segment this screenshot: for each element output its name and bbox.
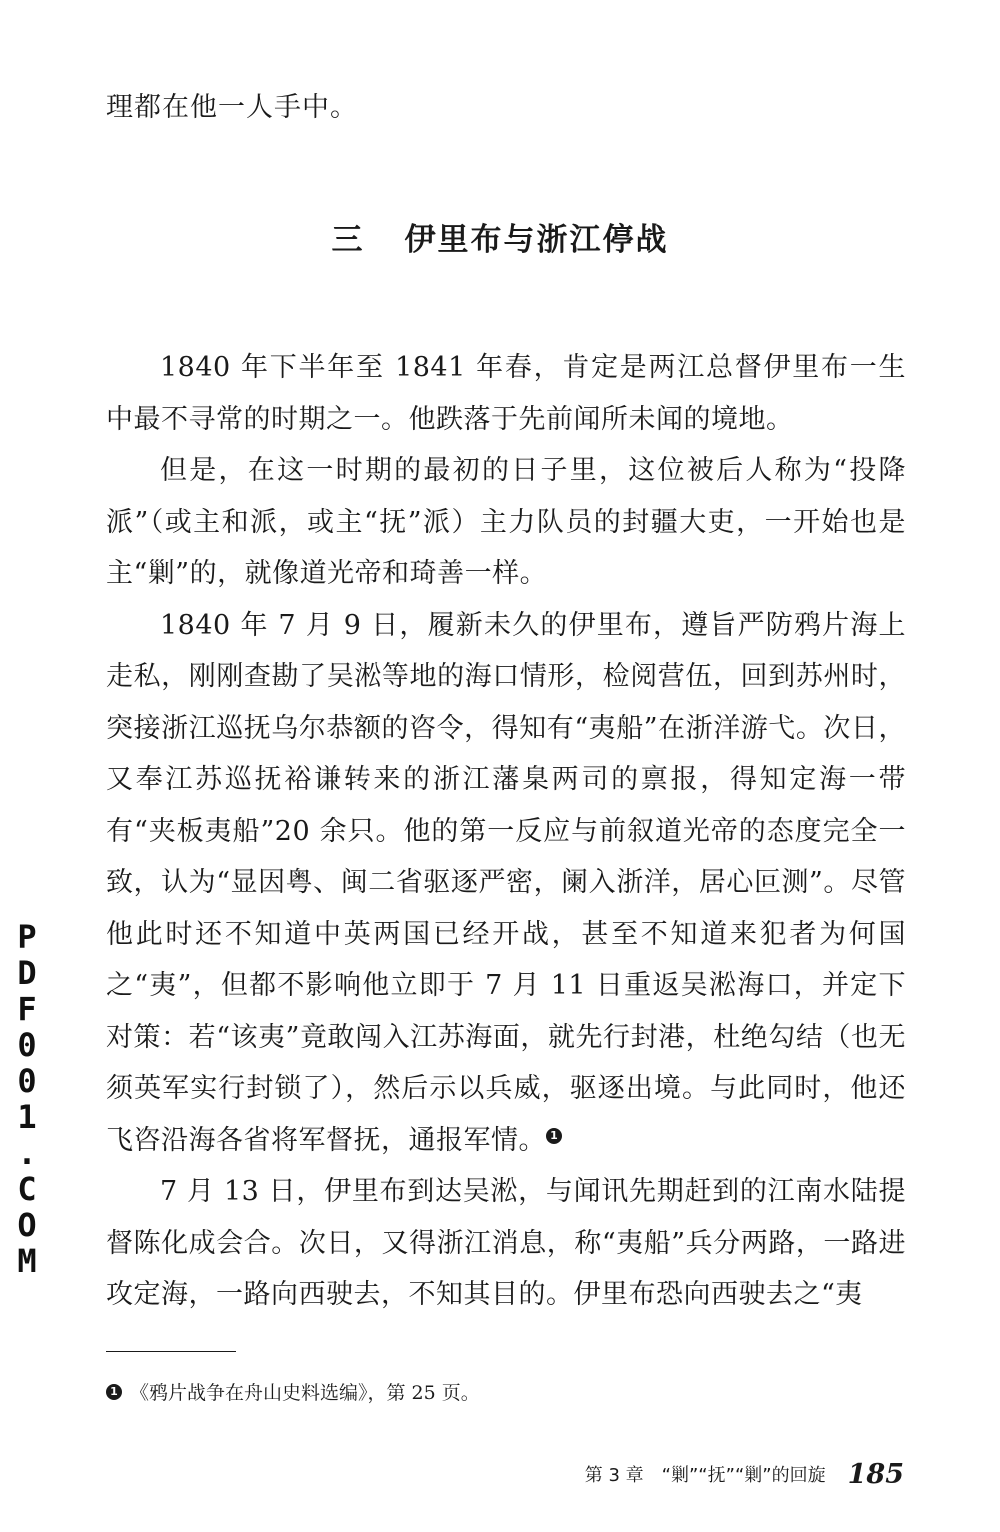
footnote: [106, 1378, 480, 1408]
paragraph: [106, 445, 906, 600]
lead-line: 理都在他一人手中。: [106, 92, 358, 123]
paragraph-text: 1840 年下半年至 1841 年春，肯定是两江总督伊里布一生中最不寻常的时期之一。他跌落于先前闻所未闻的境地。: [106, 352, 906, 435]
paragraph-text: 7 月 13 日，伊里布到达吴淞，与闻讯先期赶到的江南水陆提督陈化成会合。次日，又得浙江消息，称“夷船”兵分两路，一路进攻定海，一路向西驶去，不知其目的。伊里布恐向西驶去之“夷: [106, 1176, 906, 1310]
paragraph-text: 1840 年 7 月 9 日，履新未久的伊里布，遵旨严防鸦片海上走私，刚刚查勘了吴淞等地的海口情形，检阅营伍，回到苏州时，突接浙江巡抚乌尔恭额的咨令，得知有“夷船”在浙洋游弋。次日，又奉江苏巡抚裕谦转来的浙江藩臬两司的禀报，得知定海一带有“夹板夷船”20 余只。他的第一反应与前叙道光帝的态度完全一致，认为“显因粤、闽二省驱逐严密，阑入浙洋，居心叵测”。尽管他此时还不知道中英两国已经开战，甚至不知道来犯者为何国之“夷”，但都不影响他立即于 7 月 11 日重返吴淞海口，并定下对策：若“该夷”竟敢闯入江苏海面，就先行封港，杜绝勾结（也无须英军实行封锁了），然后示以兵威，驱逐出境。与此同时，他还飞咨沿海各省将军督抚，通报军情。: [106, 609, 906, 1156]
paragraph: [106, 1166, 906, 1321]
paragraph: [106, 600, 906, 1167]
footnote-reference-mark[interactable]: 1: [546, 1128, 562, 1144]
section-title: [0, 218, 1000, 262]
footnote-text: 《鸦片战争在舟山史料选编》，第 25 页。: [130, 1382, 480, 1404]
footnote-divider: [106, 1351, 236, 1352]
chapter-title: 第 3 章 “剿”“抚”“剿”的回旋: [584, 1465, 826, 1486]
body-text: [106, 342, 906, 1321]
footnote-mark: 1: [106, 1384, 122, 1400]
running-footer: [585, 1455, 904, 1496]
page-number: 185: [847, 1459, 904, 1490]
section-title-text: 伊里布与浙江停战: [404, 222, 669, 258]
paragraph-text: 但是，在这一时期的最初的日子里，这位被后人称为“投降派”（或主和派，或主“抚”派）主力队员的封疆大吏，一开始也是主“剿”的，就像道光帝和琦善一样。: [106, 455, 906, 589]
watermark: PDF001.COM: [8, 918, 46, 1278]
paragraph: [106, 342, 906, 445]
section-number: 三: [331, 222, 365, 258]
